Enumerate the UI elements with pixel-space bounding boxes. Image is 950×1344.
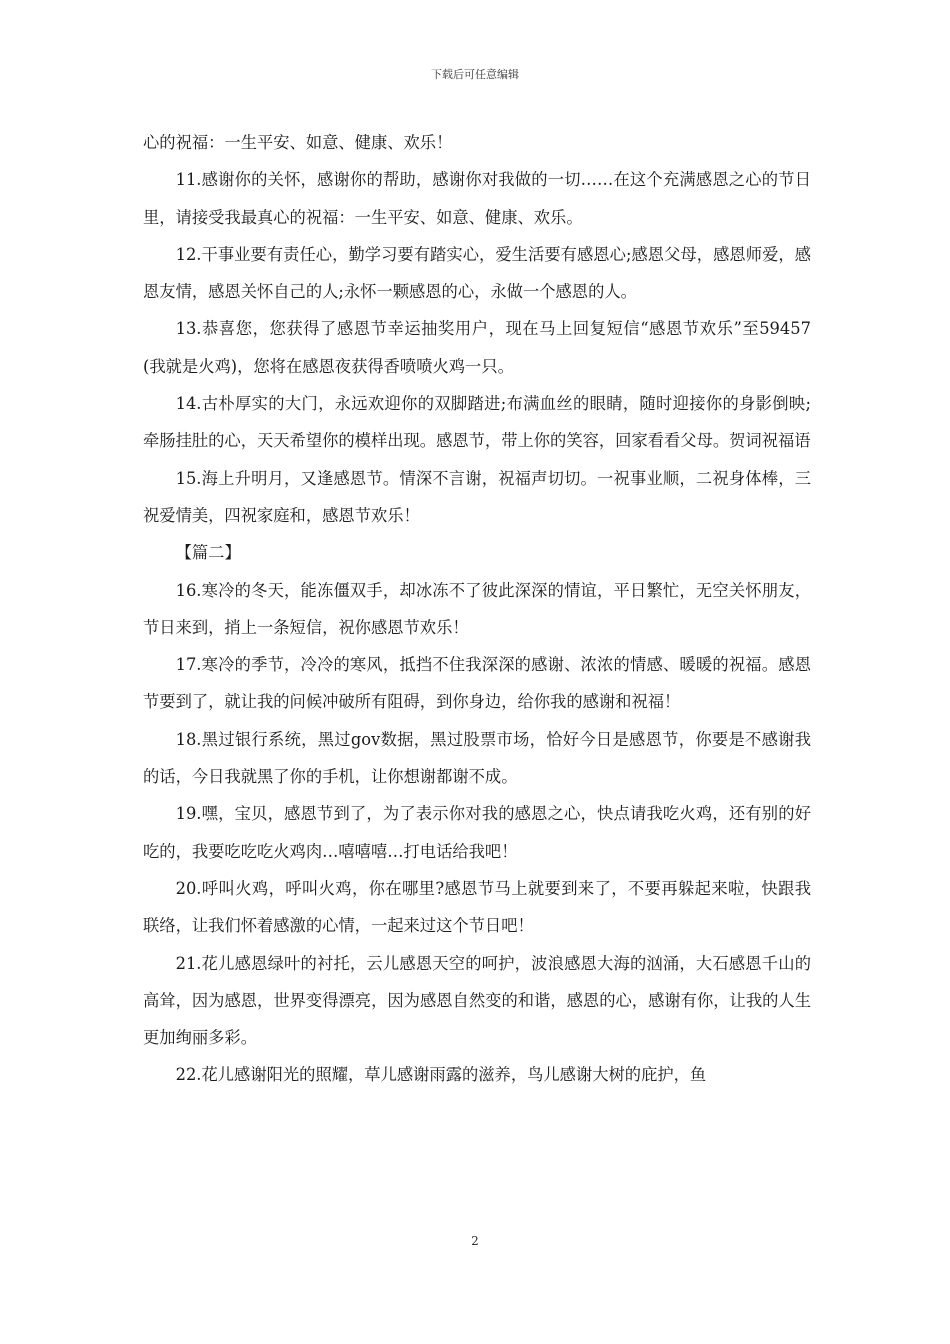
paragraph-item-13: 13.恭喜您，您获得了感恩节幸运抽奖用户，现在马上回复短信“感恩节欢乐”至59457(我就是火鸡)，您将在感恩夜获得香喷喷火鸡一只。 — [143, 319, 811, 376]
paragraph-item-17: 17.寒冷的季节，冷冷的寒风，抵挡不住我深深的感谢、浓浓的情感、暖暖的祝福。感恩节要到了，就让我的问候冲破所有阻碍，到你身边，给你我的感谢和祝福！ — [143, 655, 811, 712]
paragraph-item-14: 14.古朴厚实的大门，永远欢迎你的双脚踏进;布满血丝的眼睛，随时迎接你的身影倒映;牵肠挂肚的心，天天希望你的模样出现。感恩节，带上你的笑容，回家看看父母。贺词祝福语 — [143, 394, 811, 451]
page-number: 2 — [471, 1234, 479, 1248]
paragraph-continuation: 心的祝福：一生平安、如意、健康、欢乐！ — [143, 133, 453, 152]
paragraph-item-15: 15.海上升明月，又逢感恩节。情深不言谢，祝福声切切。一祝事业顺，二祝身体棒，三祝爱情美，四祝家庭和，感恩节欢乐！ — [143, 468, 811, 525]
section-heading: 【篇二】 — [175, 543, 241, 563]
paragraph-item-11: 11.感谢你的关怀，感谢你的帮助，感谢你对我做的一切……在这个充满感恩之心的节日里，请接受我最真心的祝福：一生平安、如意、健康、欢乐。 — [143, 170, 811, 227]
paragraph-item-21: 21.花儿感恩绿叶的衬托，云儿感恩天空的呵护，波浪感恩大海的汹涌，大石感恩千山的高耸，因为感恩，世界变得漂亮，因为感恩自然变的和谐，感恩的心，感谢有你，让我的人生更加绚丽多彩。 — [143, 953, 811, 1048]
paragraph-item-16: 16.寒冷的冬天，能冻僵双手，却冰冻不了彼此深深的情谊，平日繁忙，无空关怀朋友，节日来到，捎上一条短信，祝你感恩节欢乐！ — [143, 580, 811, 637]
document-body — [143, 124, 811, 1094]
paragraph-item-22: 22.花儿感谢阳光的照耀，草儿感谢雨露的滋养，鸟儿感谢大树的庇护，鱼 — [175, 1065, 707, 1085]
page-header-note: 下载后可任意编辑 — [431, 68, 519, 81]
paragraph-item-19: 19.嘿，宝贝，感恩节到了，为了表示你对我的感恩之心，快点请我吃火鸡，还有别的好吃的，我要吃吃吃火鸡肉…嘻嘻嘻…打电话给我吧！ — [143, 804, 811, 861]
paragraph-item-18: 18.黑过银行系统，黑过gov数据，黑过股票市场，恰好今日是感恩节，你要是不感谢我的话，今日我就黑了你的手机，让你想谢都谢不成。 — [143, 729, 811, 787]
paragraph-item-20: 20.呼叫火鸡，呼叫火鸡，你在哪里?感恩节马上就要到来了，不要再躲起来啦，快跟我联络，让我们怀着感激的心情，一起来过这个节日吧！ — [143, 878, 811, 936]
paragraph-item-12: 12.干事业要有责任心，勤学习要有踏实心，爱生活要有感恩心;感恩父母，感恩师爱，感恩友情，感恩关怀自己的人;永怀一颗感恩的心，永做一个感恩的人。 — [143, 244, 811, 302]
